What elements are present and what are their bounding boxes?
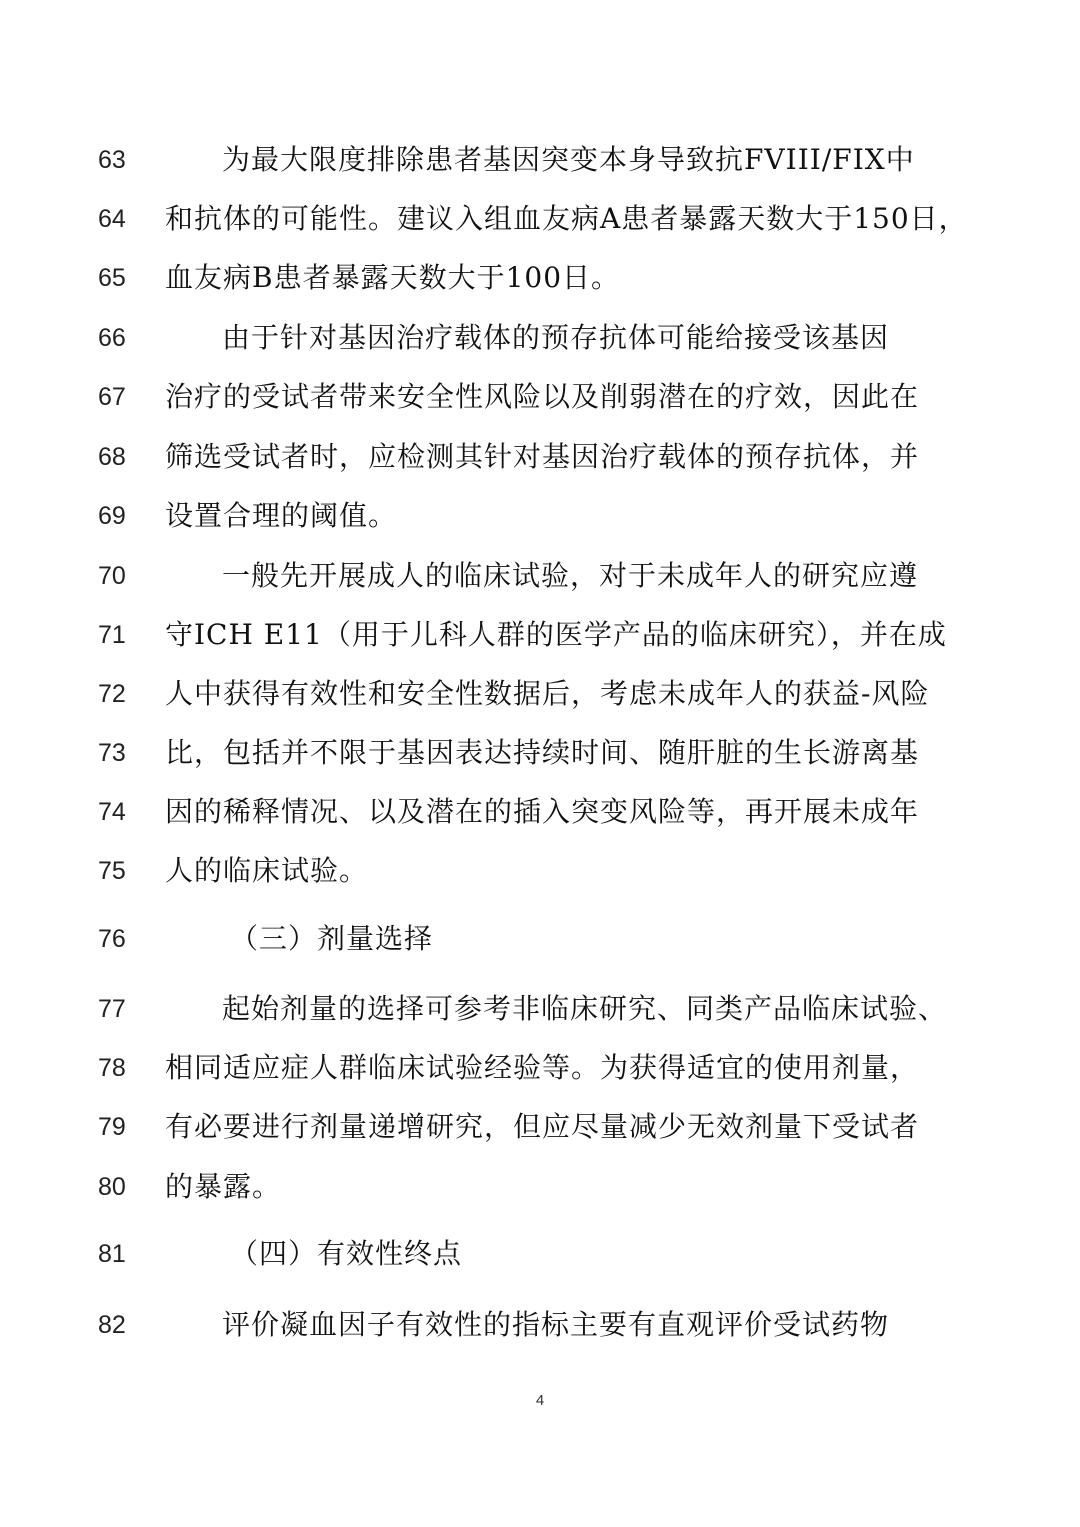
line-text: 因的稀释情况、以及潜在的插入突变风险等，再开展未成年 [165,795,920,828]
section-heading: （四）有效性终点 [230,1237,463,1270]
line-text: 的暴露。 [165,1170,282,1203]
line-text: 比，包括并不限于基因表达持续时间、随肝脏的生长游离基 [165,736,920,769]
line-number: 77 [98,995,126,1023]
line-text: 由于针对基因治疗载体的预存抗体可能给接受该基因 [222,321,890,354]
line-number: 64 [98,205,126,233]
line-number: 66 [98,324,126,352]
line-64 [0,199,1080,239]
line-81 [0,1234,1080,1274]
line-number: 72 [98,680,126,708]
line-72 [0,674,1080,714]
line-number: 70 [98,562,126,590]
line-number: 81 [98,1240,126,1268]
line-63 [0,140,1080,180]
section-heading: （三）剂量选择 [230,922,434,955]
line-number: 80 [98,1173,126,1201]
line-number: 67 [98,383,126,411]
line-text: 人中获得有效性和安全性数据后，考虑未成年人的获益-风险 [165,677,930,710]
line-text: 有必要进行剂量递增研究，但应尽量减少无效剂量下受试者 [165,1110,920,1143]
line-number: 63 [98,146,126,174]
line-text: 筛选受试者时，应检测其针对基因治疗载体的预存抗体，并 [165,440,920,473]
line-text: 为最大限度排除患者基因突变本身导致抗FVIII/FIX中 [222,143,915,176]
line-number: 71 [98,621,126,649]
line-71 [0,615,1080,655]
line-69 [0,496,1080,536]
line-78 [0,1048,1080,1088]
line-number: 76 [98,925,126,953]
line-text: 守ICH E11（用于儿科人群的医学产品的临床研究），并在成 [165,618,947,651]
line-65 [0,258,1080,298]
line-text: 一般先开展成人的临床试验，对于未成年人的研究应遵 [222,559,919,592]
line-number: 82 [98,1311,126,1339]
line-number: 74 [98,798,126,826]
line-text: 起始剂量的选择可参考非临床研究、同类产品临床试验、 [222,992,948,1025]
line-number: 69 [98,502,126,530]
line-77 [0,989,1080,1029]
line-number: 65 [98,264,126,292]
line-text: 和抗体的可能性。建议入组血友病A患者暴露天数大于150日， [165,202,968,235]
line-number: 79 [98,1113,126,1141]
line-66 [0,318,1080,358]
line-73 [0,733,1080,773]
line-text: 血友病B患者暴露天数大于100日。 [165,261,621,294]
line-80 [0,1167,1080,1207]
line-number: 75 [98,857,126,885]
line-number: 73 [98,739,126,767]
line-text: 评价凝血因子有效性的指标主要有直观评价受试药物 [222,1308,890,1341]
page-number: 4 [535,1392,545,1409]
line-75 [0,851,1080,891]
line-number: 68 [98,443,126,471]
line-82 [0,1305,1080,1345]
line-text: 设置合理的阈值。 [165,499,398,532]
line-74 [0,792,1080,832]
line-text: 人的临床试验。 [165,854,369,887]
line-67 [0,377,1080,417]
line-68 [0,437,1080,477]
line-79 [0,1107,1080,1147]
line-text: 相同适应症人群临床试验经验等。为获得适宜的使用剂量， [165,1051,920,1084]
line-number: 78 [98,1054,126,1082]
line-76 [0,919,1080,959]
line-text: 治疗的受试者带来安全性风险以及削弱潜在的疗效，因此在 [165,380,920,413]
line-70 [0,556,1080,596]
